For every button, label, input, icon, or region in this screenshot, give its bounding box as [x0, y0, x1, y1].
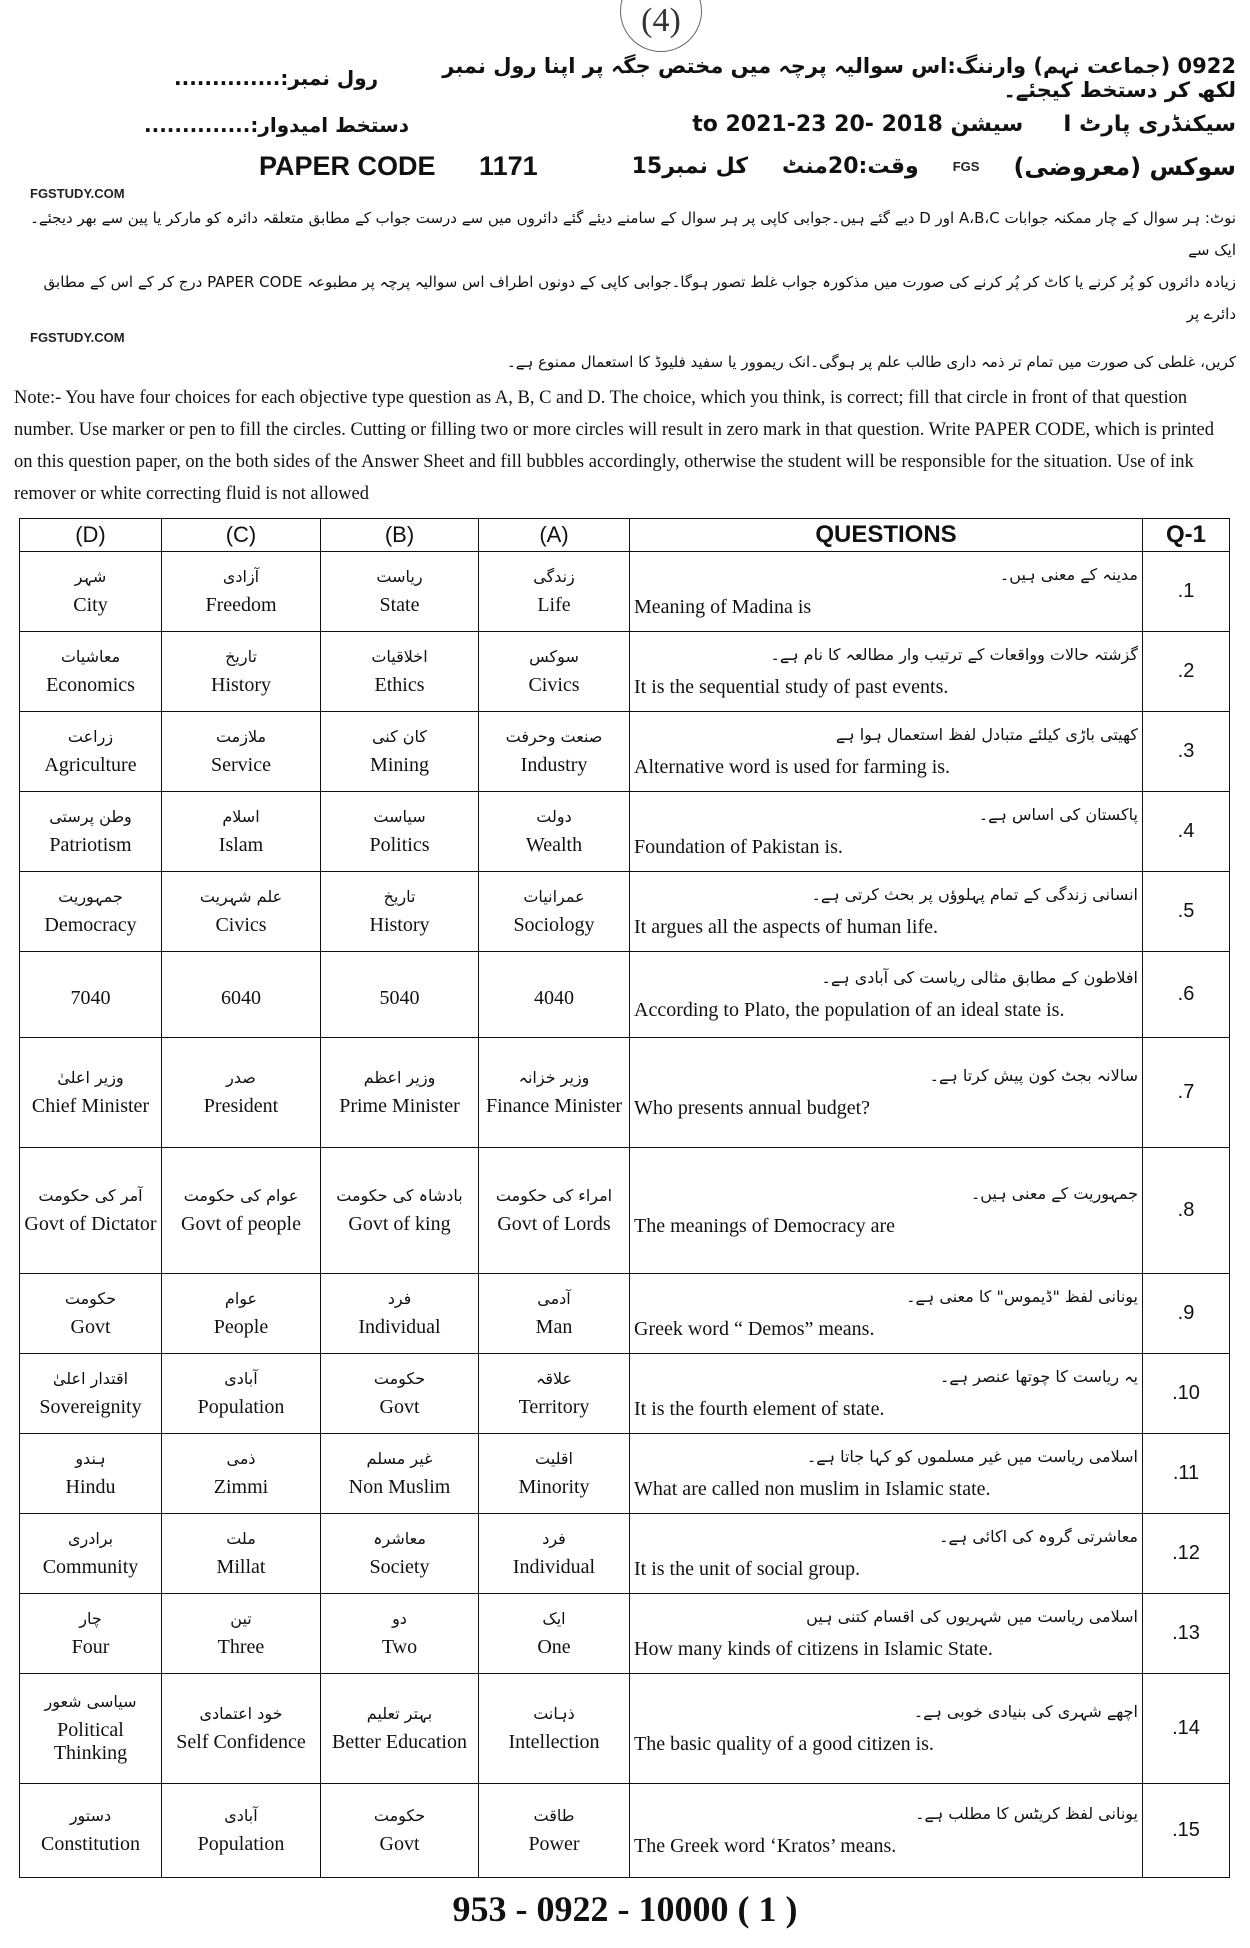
warning-line	[408, 54, 1236, 102]
option-english: Patriotism	[49, 833, 132, 856]
option-urdu: امراء کی حکومت	[495, 1185, 613, 1205]
table-row	[20, 872, 1230, 952]
option-b	[321, 1674, 479, 1784]
option-a	[479, 1354, 630, 1434]
header-qno: Q-1	[1143, 519, 1230, 552]
option-urdu: حکومت	[373, 1368, 426, 1388]
option-urdu: زندگی	[533, 566, 575, 586]
option-english: Society	[369, 1555, 430, 1578]
option-c	[162, 552, 321, 632]
option-english: Two	[381, 1635, 418, 1658]
option-english: City	[73, 593, 108, 616]
question-english: Foundation of Pakistan is.	[634, 835, 843, 858]
option-c	[162, 1674, 321, 1784]
option-c	[162, 872, 321, 952]
question-urdu: پاکستان کی اساس ہے۔	[978, 804, 1138, 824]
questions-table	[19, 518, 1230, 1878]
table-row	[20, 1594, 1230, 1674]
paper-code-value: 1171	[479, 151, 538, 181]
question-cell	[630, 1354, 1143, 1434]
question-english: Greek word “ Demos” means.	[634, 1317, 875, 1340]
option-urdu: وطن پرستی	[49, 806, 132, 826]
question-english: Meaning of Madina is	[634, 595, 812, 618]
option-a	[479, 872, 630, 952]
option-english: Govt	[379, 1832, 420, 1855]
question-english: It is the fourth element of state.	[634, 1397, 885, 1420]
question-english: Who presents annual budget?	[634, 1096, 871, 1119]
question-number: .7	[1143, 1038, 1230, 1148]
option-b	[321, 1148, 479, 1274]
option-urdu: سوکس	[529, 646, 579, 666]
option-urdu: سیاسی شعور	[44, 1692, 137, 1711]
option-urdu: وزیر خزانہ	[518, 1067, 590, 1087]
option-urdu: صدر	[226, 1067, 256, 1087]
option-urdu: علاقہ	[535, 1368, 573, 1388]
signature-field: دستخط امیدوار:..............	[144, 112, 410, 137]
option-urdu: اخلاقیات	[371, 646, 428, 666]
option-urdu: دولت	[536, 806, 572, 826]
option-d	[20, 1784, 162, 1878]
option-a	[479, 552, 630, 632]
option-urdu: زراعت	[67, 726, 114, 746]
option-a	[479, 1038, 630, 1148]
option-english: Hindu	[65, 1475, 116, 1498]
option-b	[321, 712, 479, 792]
option-english: 6040	[221, 987, 261, 1009]
header-c: (C)	[162, 519, 321, 552]
option-b	[321, 632, 479, 712]
question-english: The Greek word ‘Kratos’ means.	[634, 1834, 897, 1857]
option-urdu: عوام	[224, 1288, 258, 1308]
option-urdu: اسلام	[222, 806, 260, 826]
part-label: سیکنڈری پارٹ I	[1063, 112, 1236, 137]
option-english: 7040	[70, 987, 111, 1009]
option-english: Politics	[369, 833, 430, 856]
option-a	[479, 1514, 630, 1594]
option-d	[20, 1354, 162, 1434]
question-cell	[630, 1514, 1143, 1594]
option-english: Territory	[518, 1395, 590, 1418]
option-english: Democracy	[44, 913, 137, 936]
question-urdu: یونانی لفظ "ڈیموس" کا معنی ہے۔	[906, 1286, 1138, 1306]
option-english: Population	[197, 1832, 285, 1855]
header-questions: QUESTIONS	[630, 519, 1143, 552]
option-a	[479, 1148, 630, 1274]
option-english: Zimmi	[213, 1475, 269, 1498]
question-english: How many kinds of citizens in Islamic State.	[634, 1637, 993, 1660]
option-urdu: آمر کی حکومت	[38, 1185, 143, 1205]
option-urdu: آزادی	[222, 566, 260, 586]
subject-title: سوکس (معروضی)	[1013, 152, 1236, 181]
question-english: It is the unit of social group.	[634, 1557, 861, 1580]
option-english: Agriculture	[44, 753, 137, 776]
question-english: It is the sequential study of past events.	[634, 675, 949, 698]
option-a	[479, 1784, 630, 1878]
option-c	[162, 632, 321, 712]
question-urdu: کھیتی باڑی کیلئے متبادل لفظ استعمال ہوا ہے	[835, 724, 1138, 744]
watermark: FGSTUDY.COM	[30, 330, 125, 345]
table-row	[20, 952, 1230, 1038]
question-urdu: اسلامی ریاست میں غیر مسلموں کو کہا جاتا ہے۔	[806, 1446, 1138, 1466]
option-d	[20, 1148, 162, 1274]
session-label: سیشن 2018 -20 to 2021-23	[692, 112, 1024, 137]
option-english: Prime Minister	[339, 1094, 460, 1117]
header-d: (D)	[20, 519, 162, 552]
option-c	[162, 1434, 321, 1514]
footer-code: 953 - 0922 - 10000 ( 1 )	[452, 1889, 798, 1929]
question-cell	[630, 1148, 1143, 1274]
option-urdu: خود اعتمادی	[199, 1703, 283, 1723]
paper-number: 0922	[1177, 54, 1236, 78]
question-cell	[630, 792, 1143, 872]
option-b	[321, 1274, 479, 1354]
table-header	[20, 519, 1230, 552]
question-urdu: سالانہ بجٹ کون پیش کرتا ہے۔	[929, 1065, 1138, 1085]
question-urdu: افلاطون کے مطابق مثالی ریاست کی آبادی ہے۔	[821, 967, 1138, 987]
option-english: Self Confidence	[176, 1730, 306, 1753]
option-english: Govt of king	[348, 1212, 451, 1235]
option-urdu: طاقت	[533, 1805, 575, 1825]
option-urdu: صنعت وحرفت	[505, 726, 603, 746]
option-a	[479, 1594, 630, 1674]
option-b	[321, 1594, 479, 1674]
option-english: Better Education	[332, 1730, 467, 1753]
question-urdu: جمہوریت کے معنی ہیں۔	[970, 1183, 1138, 1203]
question-number: .9	[1143, 1274, 1230, 1354]
header-row-subject	[14, 151, 1236, 182]
question-number: .3	[1143, 712, 1230, 792]
option-urdu: معاشرہ	[373, 1528, 426, 1548]
option-english: Life	[537, 593, 571, 616]
option-c	[162, 1594, 321, 1674]
option-c	[162, 792, 321, 872]
option-urdu: ایک	[542, 1608, 566, 1628]
option-b	[321, 1784, 479, 1878]
question-number: .2	[1143, 632, 1230, 712]
english-note: Note:- You have four choices for each objective type question as A, B, C and D. The choice, which you think, is correct; fill that circle in front of that question number. Use marker or pen to fill the circles. Cutting or filling two or more circles will result in zero mark in that question. Write PAPER CODE, which is printed on this question paper, on the both sides of the Answer Sheet and fill bubbles accordingly, otherwise the student will be responsible for the situation. Use of ink remover or white correcting fluid is not allowed	[14, 388, 1214, 504]
table-row	[20, 712, 1230, 792]
option-urdu: کان کنی	[371, 726, 428, 746]
option-english: Minority	[518, 1475, 590, 1498]
option-english: Ethics	[374, 673, 425, 696]
option-urdu: ملت	[226, 1528, 256, 1548]
question-cell	[630, 1038, 1143, 1148]
option-b	[321, 1354, 479, 1434]
option-urdu: دو	[392, 1608, 407, 1628]
option-b	[321, 552, 479, 632]
option-english: Service	[211, 753, 271, 776]
option-english: Islam	[218, 833, 264, 856]
option-urdu: معاشیات	[60, 646, 121, 666]
urdu-note-end	[14, 346, 1236, 378]
header-row-session	[14, 112, 1236, 137]
option-english: Sociology	[513, 913, 595, 936]
table-row	[20, 1514, 1230, 1594]
option-c	[162, 1274, 321, 1354]
option-english: Individual	[512, 1555, 596, 1578]
option-english: Man	[535, 1315, 573, 1338]
option-d	[20, 792, 162, 872]
option-urdu: دستور	[69, 1805, 112, 1825]
option-d	[20, 872, 162, 952]
question-urdu: مدینہ کے معنی ہیں۔	[999, 564, 1138, 584]
option-english: Three	[217, 1635, 265, 1658]
option-urdu: آبادی	[224, 1805, 258, 1825]
urdu-note-line: زیادہ دائروں کو پُر کرنے یا کاٹ کر پُر کرنے کی صورت میں مذکورہ جواب غلط تصور ہوگا۔جوابی کاپی کے دونوں اطراف اس سوالیہ پرچہ پر مطبوعہ PAPER CODE درج کر کے اس کے مطابق دائرے پر	[43, 273, 1236, 323]
option-english: Industry	[520, 753, 588, 776]
option-english: Civics	[528, 673, 580, 696]
question-urdu: گزشتہ حالات وواقعات کے ترتیب وار مطالعہ کا نام ہے۔	[770, 644, 1138, 664]
option-urdu: تاریخ	[225, 646, 257, 666]
question-number: .4	[1143, 792, 1230, 872]
option-b	[321, 792, 479, 872]
question-cell	[630, 632, 1143, 712]
urdu-note-line: نوٹ: ہر سوال کے چار ممکنہ جوابات A،B،C اور D دیے گئے ہیں۔جوابی کاپی پر ہر سوال کے سامنے دیئے گئے دائروں میں سے درست جواب کے مطابق متعلقہ دائرہ کو مارکر یا پین سے بھر دیجئے۔ایک سے	[30, 209, 1236, 259]
table-row	[20, 1784, 1230, 1878]
option-english: History	[211, 673, 271, 696]
option-english: 4040	[534, 987, 574, 1009]
option-d	[20, 632, 162, 712]
question-cell	[630, 1434, 1143, 1514]
option-a	[479, 1274, 630, 1354]
option-urdu: ریاست	[376, 566, 423, 586]
option-d	[20, 952, 162, 1038]
option-c	[162, 1784, 321, 1878]
option-a	[479, 1674, 630, 1784]
question-number: .5	[1143, 872, 1230, 952]
option-english: One	[537, 1635, 571, 1658]
option-urdu: حکومت	[373, 1805, 426, 1825]
option-d	[20, 552, 162, 632]
option-a	[479, 792, 630, 872]
option-english: People	[213, 1315, 269, 1338]
option-english: 5040	[379, 987, 420, 1009]
watermark: FGSTUDY.COM	[30, 186, 125, 201]
urdu-note	[14, 202, 1236, 330]
warning-text: (جماعت نہم) وارننگ:اس سوالیہ پرچہ میں مختص جگہ پر اپنا رول نمبر لکھ کر دستخط کیجئے۔	[442, 54, 1236, 102]
option-urdu: اقتدار اعلیٰ	[52, 1368, 129, 1388]
option-c	[162, 1354, 321, 1434]
question-number: .1	[1143, 552, 1230, 632]
option-d	[20, 1434, 162, 1514]
question-english: The basic quality of a good citizen is.	[634, 1732, 934, 1755]
question-cell	[630, 952, 1143, 1038]
option-english: Govt of Lords	[497, 1212, 611, 1235]
option-english: Political Thinking	[53, 1719, 128, 1764]
option-urdu: برادری	[67, 1528, 114, 1548]
page-mark: (4)	[620, 0, 702, 52]
table-row	[20, 1274, 1230, 1354]
urdu-note-line: کریں، غلطی کی صورت میں تمام تر ذمہ داری طالب علم پر ہوگی۔انک ریموور یا سفید فلیوڈ کا استعمال ممنوع ہے۔	[506, 353, 1236, 371]
question-number: .8	[1143, 1148, 1230, 1274]
question-number: .15	[1143, 1784, 1230, 1878]
option-english: Govt of people	[181, 1212, 301, 1235]
option-urdu: فرد	[542, 1528, 566, 1548]
option-english: Chief Minister	[31, 1094, 150, 1117]
option-english: Civics	[215, 913, 267, 936]
option-english: Wealth	[525, 833, 583, 856]
question-number: .13	[1143, 1594, 1230, 1674]
question-cell	[630, 1784, 1143, 1878]
option-c	[162, 1148, 321, 1274]
option-urdu: ذمی	[226, 1448, 256, 1468]
question-number: .12	[1143, 1514, 1230, 1594]
table-row	[20, 1148, 1230, 1274]
roll-number-field: رول نمبر:..............	[174, 66, 379, 90]
option-a	[479, 632, 630, 712]
option-urdu: اقلیت	[535, 1448, 573, 1468]
option-d	[20, 1594, 162, 1674]
question-english: What are called non muslim in Islamic state.	[634, 1477, 991, 1500]
table-row	[20, 1434, 1230, 1514]
option-urdu: ہندو	[75, 1448, 106, 1468]
option-english: Govt of Dictator	[24, 1212, 157, 1235]
option-b	[321, 1038, 479, 1148]
option-english: Finance Minister	[485, 1094, 623, 1117]
option-english: Govt	[379, 1395, 420, 1418]
watermark: FGS	[952, 158, 980, 174]
option-english: Sovereignity	[39, 1395, 142, 1418]
table-row	[20, 792, 1230, 872]
option-english: Freedom	[205, 593, 277, 616]
paper-code-label: PAPER CODE	[259, 151, 436, 181]
table-row	[20, 1674, 1230, 1784]
option-english: Govt	[70, 1315, 111, 1338]
option-english: Community	[42, 1555, 139, 1578]
question-urdu: اسلامی ریاست میں شہریوں کی اقسام کتنی ہیں	[806, 1606, 1138, 1626]
question-urdu: یہ ریاست کا چوتھا عنصر ہے۔	[940, 1366, 1138, 1386]
option-urdu: عوام کی حکومت	[183, 1185, 299, 1205]
table-row	[20, 632, 1230, 712]
question-cell	[630, 1274, 1143, 1354]
question-english: It argues all the aspects of human life.	[634, 915, 938, 938]
option-urdu: بادشاہ کی حکومت	[336, 1185, 463, 1205]
option-urdu: غیر مسلم	[366, 1448, 433, 1468]
table-row	[20, 1354, 1230, 1434]
option-urdu: تین	[230, 1608, 252, 1628]
question-urdu: معاشرتی گروہ کی اکائی ہے۔	[939, 1526, 1138, 1546]
question-cell	[630, 872, 1143, 952]
question-english: Alternative word is used for farming is.	[634, 755, 951, 778]
option-urdu: تاریخ	[383, 886, 416, 906]
option-b	[321, 1514, 479, 1594]
option-d	[20, 1274, 162, 1354]
session-group	[692, 112, 1236, 137]
option-a	[479, 952, 630, 1038]
option-urdu: ملازمت	[215, 726, 267, 746]
option-a	[479, 1434, 630, 1514]
option-english: Economics	[46, 673, 135, 696]
option-urdu: وزیر اعظم	[363, 1067, 436, 1087]
question-english: The meanings of Democracy are	[634, 1214, 895, 1237]
option-urdu: حکومت	[64, 1288, 117, 1308]
option-a	[479, 712, 630, 792]
question-english: According to Plato, the population of an ideal state is.	[634, 998, 1065, 1021]
option-english: Individual	[358, 1315, 441, 1338]
question-cell	[630, 1594, 1143, 1674]
time-label: وقت:20منٹ	[782, 154, 919, 179]
option-urdu: آبادی	[224, 1368, 258, 1388]
option-b	[321, 952, 479, 1038]
question-cell	[630, 1674, 1143, 1784]
question-urdu: یونانی لفظ کریٹس کا مطلب ہے۔	[915, 1803, 1138, 1823]
table-row	[20, 1038, 1230, 1148]
option-english: Intellection	[508, 1730, 600, 1753]
paper-code	[259, 151, 538, 182]
option-urdu: چار	[79, 1608, 102, 1628]
question-cell	[630, 712, 1143, 792]
question-number: .14	[1143, 1674, 1230, 1784]
total-marks: کل نمبر15	[631, 154, 749, 179]
table-row	[20, 552, 1230, 632]
option-english: Population	[197, 1395, 285, 1418]
option-urdu: بہتر تعلیم	[366, 1703, 433, 1723]
option-urdu: شہر	[74, 566, 107, 586]
option-urdu: وزیر اعلیٰ	[57, 1067, 124, 1087]
option-d	[20, 1674, 162, 1784]
option-c	[162, 712, 321, 792]
question-urdu: انسانی زندگی کے تمام پہلوؤں پر بحث کرتی ہے۔	[811, 884, 1138, 904]
option-english: President	[203, 1094, 279, 1117]
option-urdu: آدمی	[537, 1288, 571, 1308]
option-english: History	[369, 913, 430, 936]
option-english: Non Muslim	[348, 1475, 451, 1498]
question-number: .6	[1143, 952, 1230, 1038]
option-c	[162, 1514, 321, 1594]
option-d	[20, 1038, 162, 1148]
question-number: .10	[1143, 1354, 1230, 1434]
option-b	[321, 872, 479, 952]
option-urdu: فرد	[387, 1288, 412, 1308]
option-english: Mining	[370, 753, 429, 776]
option-english: Constitution	[41, 1832, 140, 1855]
option-d	[20, 1514, 162, 1594]
option-urdu: علم شہریت	[199, 886, 283, 906]
option-b	[321, 1434, 479, 1514]
option-d	[20, 712, 162, 792]
option-c	[162, 1038, 321, 1148]
question-urdu: اچھے شہری کی بنیادی خوبی ہے۔	[913, 1701, 1138, 1721]
option-english: State	[379, 593, 420, 616]
option-english: Power	[528, 1832, 580, 1855]
header-a: (A)	[479, 519, 630, 552]
question-number: .11	[1143, 1434, 1230, 1514]
header-b: (B)	[321, 519, 479, 552]
question-cell	[630, 552, 1143, 632]
option-urdu: سیاست	[373, 806, 426, 826]
option-urdu: عمرانیات	[523, 886, 585, 906]
option-urdu: جمہوریت	[58, 886, 123, 906]
option-urdu: ذہانت	[533, 1703, 575, 1723]
option-c	[162, 952, 321, 1038]
option-english: Four	[71, 1635, 110, 1658]
option-english: Millat	[216, 1555, 266, 1578]
